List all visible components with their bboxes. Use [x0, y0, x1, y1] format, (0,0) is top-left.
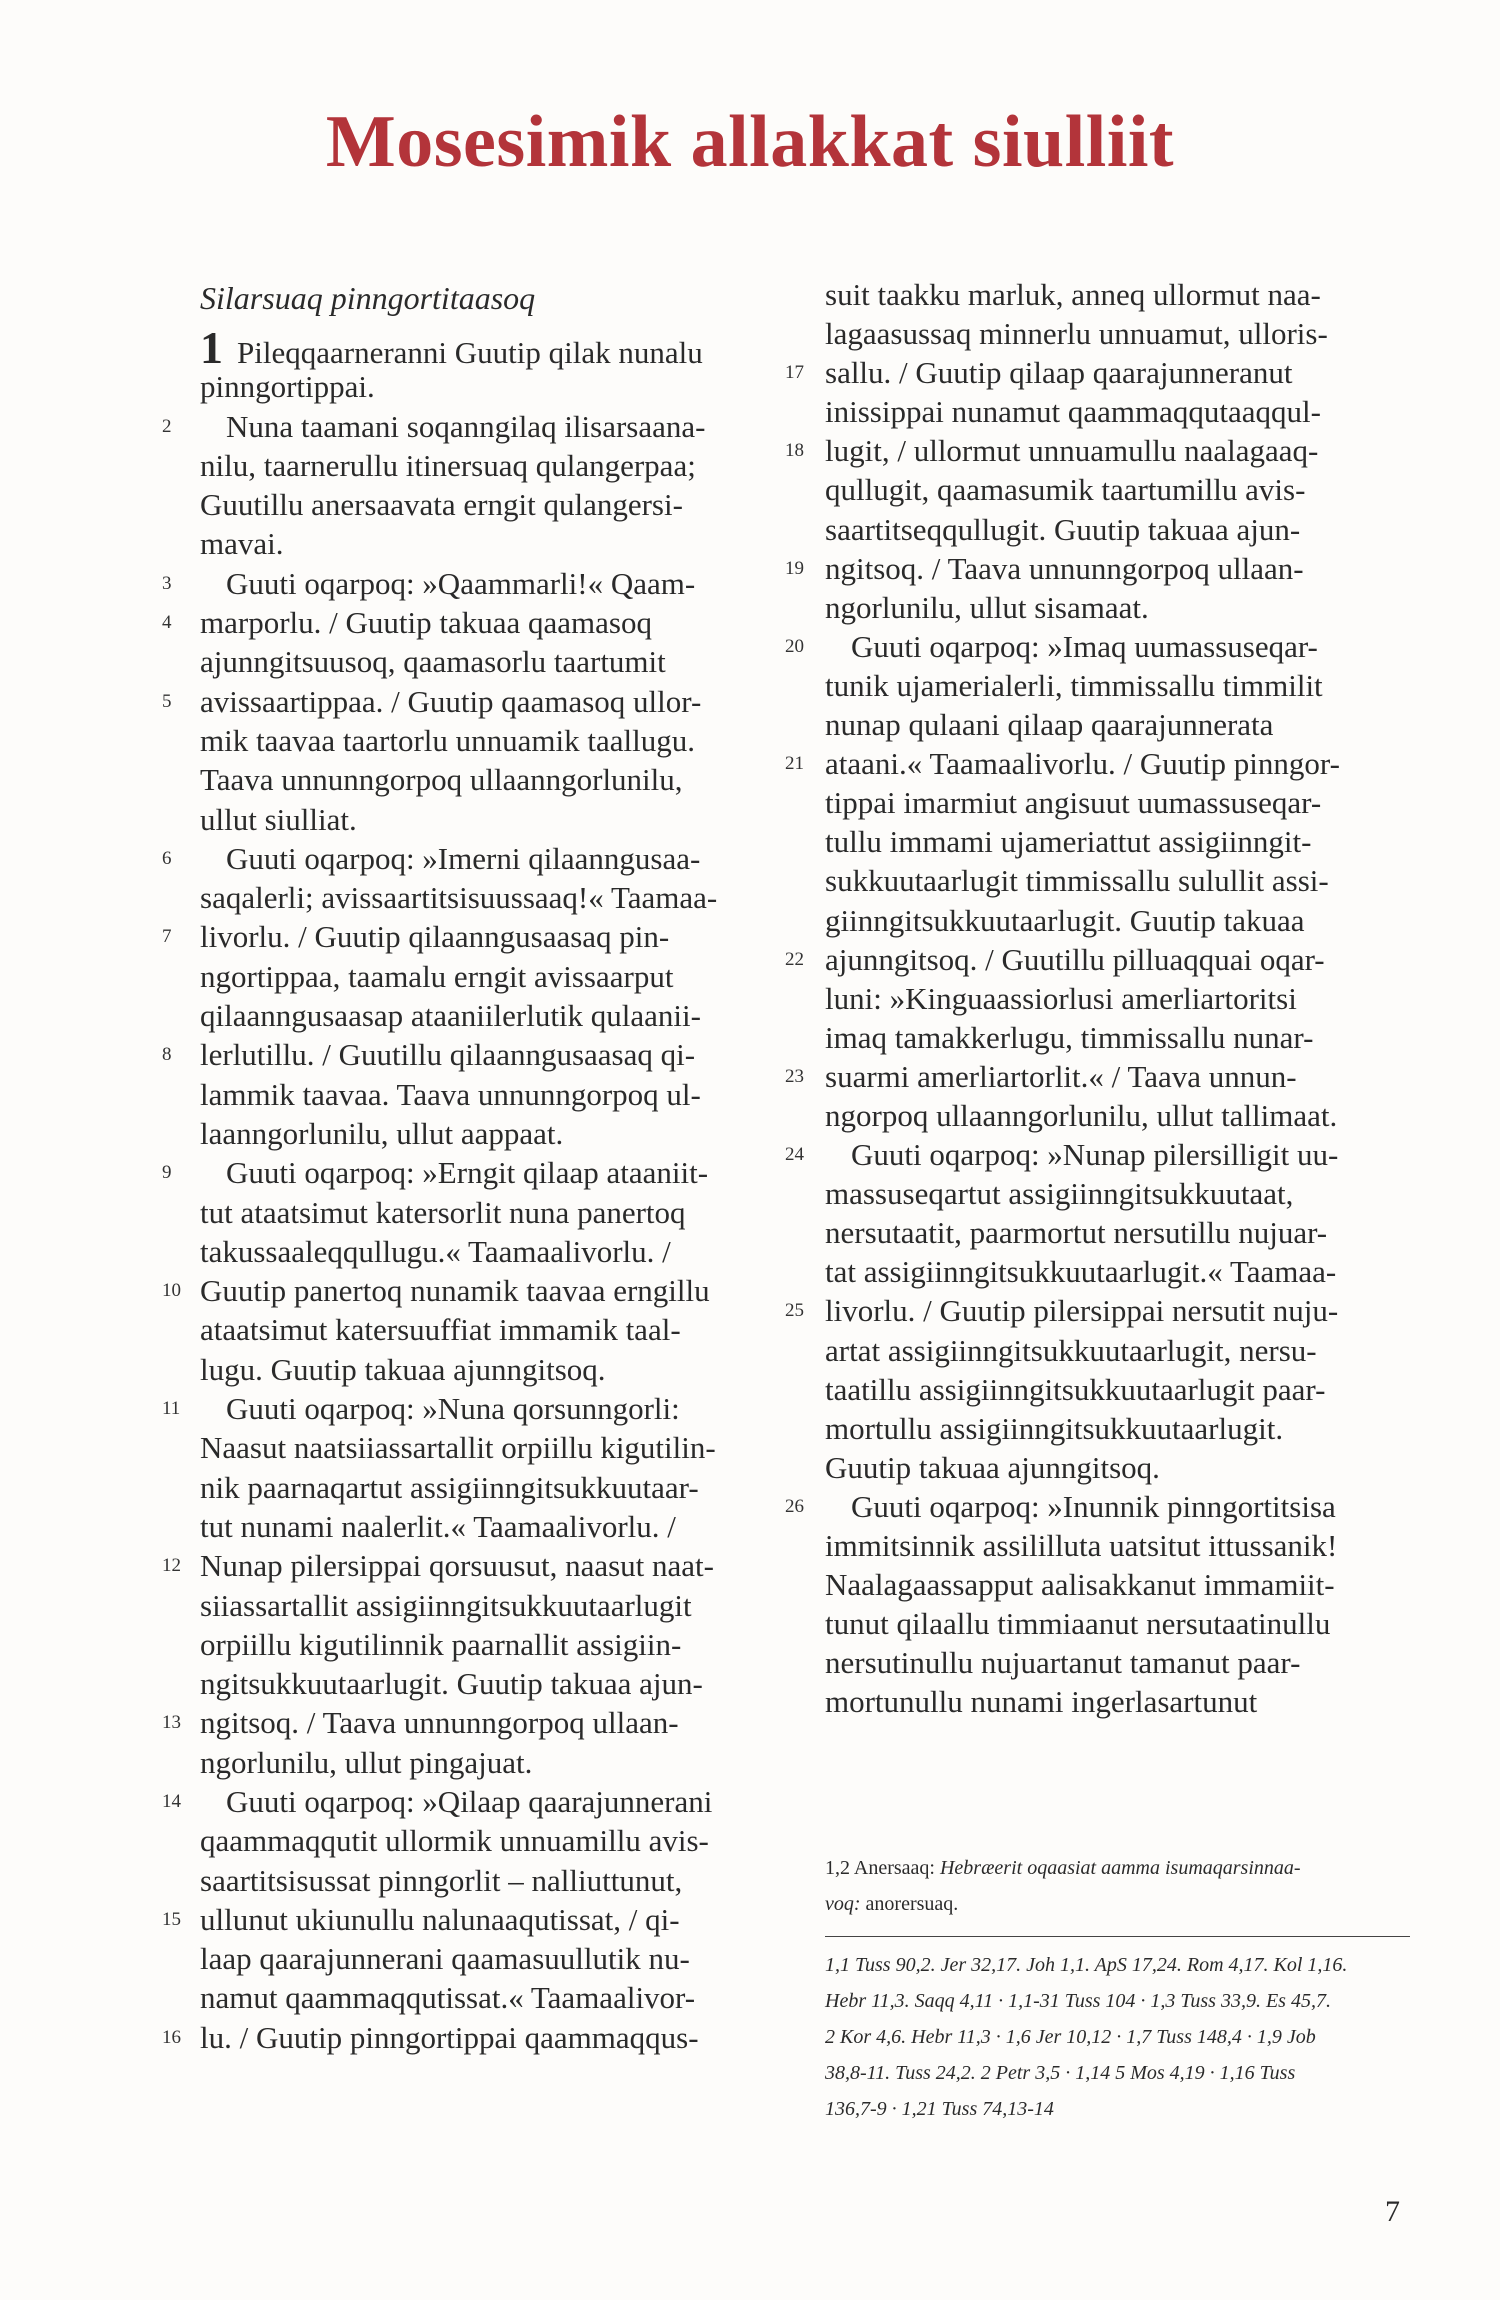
- verse-line: [825, 1213, 1417, 1252]
- verse-text: lerlutillu. / Guutillu qilaanngusaasaq qi-: [200, 1037, 696, 1073]
- verse-text: giinngitsukkuutaarlugit. Guutip takuaa: [825, 902, 1305, 938]
- verse-line: [162, 1546, 792, 1585]
- verse-line: [825, 1565, 1417, 1604]
- verse-text: tunik ujamerialerli, timmissallu timmilit: [825, 667, 1323, 703]
- verse-text: sallu. / Guutip qilaap qaarajunneranut: [825, 355, 1293, 391]
- verse-text: Guuti oqarpoq: »Imerni qilaanngusaa-: [226, 840, 701, 876]
- footnote-divider: [825, 1936, 1410, 1937]
- verse-line: [162, 839, 792, 878]
- verse-text: lu. / Guutip pinngortippai qaammaqqus-: [200, 2019, 699, 2055]
- verse-line: [785, 431, 1417, 470]
- verse-line: [200, 721, 792, 760]
- verse-number: 21: [785, 753, 804, 775]
- verse-number: 13: [162, 1712, 181, 1734]
- verse-number: 7: [162, 926, 172, 948]
- verse-text: tunut qilaallu timmiaanut nersutaatinullu: [825, 1606, 1331, 1642]
- verse-number: 23: [785, 1065, 804, 1087]
- verse-number: 6: [162, 847, 172, 869]
- verse-text: takussaaleqqullugu.« Taamaalivorlu. /: [200, 1233, 671, 1269]
- verse-text: saartitsisussat pinngorlit – nalliuttunut,: [200, 1862, 683, 1898]
- verse-text: qaammaqqutit ullormik unnuamillu avis-: [200, 1823, 709, 1859]
- verse-number: 20: [785, 635, 804, 657]
- verse-text: mik taavaa taartorlu unnuamik taallugu.: [200, 722, 695, 758]
- verse-line: [825, 1174, 1417, 1213]
- verse-text: ngitsukkuutaarlugit. Guutip takuaa ajun-: [200, 1666, 703, 1702]
- left-column: [162, 268, 792, 2057]
- verse-text: Guuti oqarpoq: »Inunnik pinngortitsisa: [851, 1488, 1336, 1524]
- verse-text: lugu. Guutip takuaa ajunngitsoq.: [200, 1351, 606, 1387]
- verse-line: [825, 901, 1417, 940]
- verse-line: [785, 744, 1417, 783]
- verse-text: tut ataatsimut katersorlit nuna panertoq: [200, 1194, 686, 1230]
- verse-line: [162, 1153, 792, 1192]
- verse-line: [200, 1664, 792, 1703]
- verse-text: lugit, / ullormut unnuamullu naalagaaq-: [825, 433, 1319, 469]
- verse-line: [200, 322, 792, 373]
- verse-text: massuseqartut assigiinngitsukkuutaat,: [825, 1176, 1294, 1212]
- verse-line: [162, 603, 792, 642]
- verse-number: 2: [162, 415, 172, 437]
- verse-line: [825, 666, 1417, 705]
- cross-reference-line: 38,8-11. Tuss 24,2. 2 Petr 3,5 · 1,14 5 Mos 4,19 · 1,16 Tuss: [825, 2062, 1296, 2084]
- verse-number: 22: [785, 948, 804, 970]
- verse-line: [785, 1487, 1417, 1526]
- right-verse-lines: [785, 275, 1417, 1721]
- verse-text: saqalerli; avissaartitsisuussaaq!« Taamaa-: [200, 880, 718, 916]
- verse-text: ngorlunilu, ullut pingajuat.: [200, 1744, 533, 1780]
- verse-number: 19: [785, 557, 804, 579]
- verse-line: [200, 1939, 792, 1978]
- left-verse-lines: [162, 322, 792, 2057]
- verse-text: qullugit, qaamasumik taartumillu avis-: [825, 472, 1306, 508]
- verse-text: orpiillu kigutilinnik paarnallit assigiin-: [200, 1626, 682, 1662]
- right-column: [785, 275, 1417, 1721]
- verse-line: [825, 1448, 1417, 1487]
- verse-line: [200, 996, 792, 1035]
- verse-text: lammik taavaa. Taava unnunngorpoq ul-: [200, 1076, 701, 1112]
- verse-line: [785, 353, 1417, 392]
- verse-number: 5: [162, 690, 172, 712]
- verse-line: [200, 1114, 792, 1153]
- cross-references: [825, 1947, 1410, 2127]
- verse-text: ngortippaa, taamalu erngit avissaarput: [200, 958, 674, 994]
- verse-line: [825, 1370, 1417, 1409]
- verse-text: Guutip takuaa ajunngitsoq.: [825, 1449, 1160, 1485]
- footnote: [825, 1850, 1410, 1886]
- verse-text: inissippai nunamut qaammaqqutaaqqul-: [825, 394, 1321, 430]
- verse-text: saartitseqqullugit. Guutip takuaa ajun-: [825, 511, 1301, 547]
- verse-line: [825, 1409, 1417, 1448]
- verse-line: [162, 1703, 792, 1742]
- verse-line: [825, 510, 1417, 549]
- verse-text: ataani.« Taamaalivorlu. / Guutip pinngor-: [825, 746, 1340, 782]
- verse-number: 12: [162, 1555, 181, 1577]
- verse-text: Guuti oqarpoq: »Nunap pilersilligit uu-: [851, 1137, 1339, 1173]
- footnotes: [825, 1850, 1410, 2127]
- verse-line: [162, 564, 792, 603]
- verse-line: [825, 392, 1417, 431]
- verse-text: tippai imarmiut angisuut uumassuseqar-: [825, 785, 1322, 821]
- verse-text: Naasut naatsiiassartallit orpiillu kigutilin-: [200, 1430, 716, 1466]
- verse-number: 15: [162, 1908, 181, 1930]
- verse-text: Guutillu anersaavata erngit qulangersi-: [200, 487, 683, 523]
- verse-number: 9: [162, 1162, 172, 1184]
- verse-number: 25: [785, 1300, 804, 1322]
- cross-reference-line: 1,1 Tuss 90,2. Jer 32,17. Joh 1,1. ApS 17,24. Rom 4,17. Kol 1,16.: [825, 1954, 1348, 1976]
- verse-text: Guuti oqarpoq: »Qilaap qaarajunnerani: [226, 1783, 713, 1819]
- verse-number: 16: [162, 2026, 181, 2048]
- verse-line: [825, 1643, 1417, 1682]
- verse-text: imaq tamakkerlugu, timmissallu nunar-: [825, 1019, 1314, 1055]
- verse-text: nik paarnaqartut assigiinngitsukkuutaar-: [200, 1469, 699, 1505]
- verse-number: 8: [162, 1044, 172, 1066]
- verse-text: Guuti oqarpoq: »Erngit qilaap ataaniit-: [226, 1155, 709, 1191]
- verse-number: 17: [785, 362, 804, 384]
- verse-text: pinngortippai.: [200, 369, 375, 405]
- verse-line: [200, 1193, 792, 1232]
- verse-text: sukkuutaarlugit timmissallu sulullit assi-: [825, 863, 1329, 899]
- verse-text: Nunap pilersippai qorsuusut, naasut naat-: [200, 1548, 714, 1584]
- verse-line: [162, 1389, 792, 1428]
- verse-line: [200, 760, 792, 799]
- verse-line: [825, 822, 1417, 861]
- verse-text: siiassartallit assigiinngitsukkuutaarlugit: [200, 1587, 692, 1623]
- verse-text: nersutinullu nujuartanut tamanut paar-: [825, 1645, 1301, 1681]
- verse-line: [200, 957, 792, 996]
- verse-line: [200, 642, 792, 681]
- verse-line: [162, 407, 792, 446]
- verse-text: ullut siulliat.: [200, 801, 357, 837]
- verse-text: tat assigiinngitsukkuutaarlugit.« Taamaa-: [825, 1254, 1337, 1290]
- page-title: Mosesimik allakkat siulliit: [325, 101, 1175, 183]
- verse-text: ngorpoq ullaanngorlunilu, ullut tallimaat.: [825, 1097, 1338, 1133]
- verse-text: ajunngitsuusoq, qaamasorlu taartumit: [200, 644, 666, 680]
- verse-text: suarmi amerliartorlit.« / Taava unnun-: [825, 1058, 1297, 1094]
- verse-text: ataatsimut katersuuffiat immamik taal-: [200, 1312, 681, 1348]
- verse-text: ngorlunilu, ullut sisamaat.: [825, 589, 1149, 625]
- verse-text: laap qaarajunnerani qaamasuullutik nu-: [200, 1941, 690, 1977]
- verse-line: [162, 917, 792, 956]
- verse-text: nunap qulaani qilaap qaarajunnerata: [825, 707, 1274, 743]
- verse-line: [200, 1428, 792, 1467]
- verse-line: [200, 367, 792, 406]
- verse-text: nersutaatit, paarmortut nersutillu nujuar-: [825, 1215, 1328, 1251]
- verse-line: [200, 800, 792, 839]
- verse-line: [785, 627, 1417, 666]
- verse-text: Nuna taamani soqanngilaq ilisarsaana-: [226, 408, 706, 444]
- verse-line: [825, 1682, 1417, 1721]
- verse-text: tullu immami ujameriattut assigiinngit-: [825, 824, 1312, 860]
- verse-line: [200, 524, 792, 563]
- chapter-number: 1: [200, 322, 223, 373]
- verse-line: [200, 878, 792, 917]
- verse-text: suit taakku marluk, anneq ullormut naa-: [825, 277, 1321, 312]
- verse-text: tut nunami naalerlit.« Taamaalivorlu. /: [200, 1508, 676, 1544]
- verse-text: livorlu. / Guutip qilaanngusaasaq pin-: [200, 919, 670, 955]
- verse-text: ajunngitsoq. / Guutillu pilluaqquai oqar-: [825, 941, 1325, 977]
- verse-text: ngitsoq. / Taava unnunngorpoq ullaan-: [825, 550, 1304, 586]
- verse-line: [162, 682, 792, 721]
- verse-line: [825, 979, 1417, 1018]
- cross-reference-line: Hebr 11,3. Saqq 4,11 · 1,1-31 Tuss 104 · 1,3 Tuss 33,9. Es 45,7.: [825, 1990, 1331, 2012]
- verse-text: ngitsoq. / Taava unnunngorpoq ullaan-: [200, 1705, 679, 1741]
- page-number: 7: [1385, 2195, 1400, 2228]
- verse-text: qilaanngusaasap ataaniilerlutik qulaanii-: [200, 998, 701, 1034]
- verse-number: 11: [162, 1398, 181, 1420]
- verse-text: Taava unnunngorpoq ullaanngorlunilu,: [200, 762, 683, 798]
- verse-line: [825, 1604, 1417, 1643]
- footnote-tail: anorersuaq.: [865, 1893, 959, 1915]
- verse-number: 3: [162, 572, 172, 594]
- verse-text: nilu, taarnerullu itinersuaq qulangerpaa;: [200, 447, 696, 483]
- verse-text: Guuti oqarpoq: »Qaammarli!« Qaam-: [226, 565, 696, 601]
- verse-text: mortullu assigiinngitsukkuutaarlugit.: [825, 1410, 1284, 1446]
- verse-line: [162, 2018, 792, 2057]
- verse-text: marporlu. / Guutip takuaa qaamasoq: [200, 605, 652, 641]
- verse-text: namut qaammaqqutissat.« Taamaalivor-: [200, 1980, 696, 2016]
- verse-text: immitsinnik assililluta uatsitut ittussanik!: [825, 1528, 1338, 1563]
- verse-text: laanngorlunilu, ullut aappaat.: [200, 1115, 564, 1151]
- verse-text: Guutip panertoq nunamik taavaa erngillu: [200, 1273, 710, 1309]
- cross-reference-line: 136,7-9 · 1,21 Tuss 74,13-14: [825, 2098, 1054, 2120]
- verse-text: taatillu assigiinngitsukkuutaarlugit paar-: [825, 1371, 1326, 1407]
- verse-line: [825, 783, 1417, 822]
- verse-line: [825, 861, 1417, 900]
- verse-line: [825, 705, 1417, 744]
- verse-text: Naalagaassapput aalisakkanut immamiit-: [825, 1567, 1335, 1603]
- verse-line: [200, 446, 792, 485]
- verse-number: 10: [162, 1280, 181, 1302]
- verse-line: [825, 588, 1417, 627]
- verse-line: [825, 1331, 1417, 1370]
- verse-line: [200, 1743, 792, 1782]
- verse-line: [200, 1075, 792, 1114]
- verse-text: mavai.: [200, 526, 284, 562]
- section-heading: Silarsuaq pinngortitaasoq: [200, 280, 536, 316]
- verse-text: Pileqqaarneranni Guutip qilak nunalu: [237, 335, 703, 370]
- verse-line: [825, 1252, 1417, 1291]
- verse-text: artat assigiinngitsukkuutaarlugit, nersu-: [825, 1332, 1317, 1368]
- verse-number: 14: [162, 1790, 181, 1812]
- verse-line: [162, 1900, 792, 1939]
- verse-line: [825, 275, 1417, 314]
- verse-line: [785, 1291, 1417, 1330]
- verse-text: Guuti oqarpoq: »Nuna qorsunngorli:: [226, 1391, 680, 1427]
- verse-line: [200, 1232, 792, 1271]
- verse-line: [825, 470, 1417, 509]
- verse-line: [162, 1271, 792, 1310]
- verse-line: [162, 1782, 792, 1821]
- verse-line: [200, 1625, 792, 1664]
- footnote-italic-2: voq:: [825, 1893, 861, 1915]
- verse-line: [200, 1861, 792, 1900]
- verse-line: [162, 1035, 792, 1074]
- verse-line: [785, 549, 1417, 588]
- verse-number: 4: [162, 612, 172, 634]
- verse-line: [200, 1507, 792, 1546]
- verse-line: [825, 1018, 1417, 1057]
- footnote-italic-1: Hebræerit oqaasiat aamma isumaqarsinnaa-: [939, 1857, 1301, 1879]
- verse-line: [825, 1096, 1417, 1135]
- verse-line: [200, 1310, 792, 1349]
- verse-line: [200, 485, 792, 524]
- verse-text: Guuti oqarpoq: »Imaq uumassuseqar-: [851, 628, 1318, 664]
- verse-line: [200, 1821, 792, 1860]
- cross-reference-line: 2 Kor 4,6. Hebr 11,3 · 1,6 Jer 10,12 · 1,7 Tuss 148,4 · 1,9 Job: [825, 2026, 1316, 2048]
- verse-line: [825, 314, 1417, 353]
- verse-line: [785, 940, 1417, 979]
- footnote-continued: [825, 1886, 1410, 1922]
- verse-text: avissaartippaa. / Guutip qaamasoq ullor-: [200, 683, 702, 719]
- verse-line: [785, 1057, 1417, 1096]
- footnote-ref: 1,2: [825, 1857, 850, 1879]
- verse-text: livorlu. / Guutip pilersippai nersutit nuju-: [825, 1293, 1339, 1329]
- verse-text: luni: »Kinguaassiorlusi amerliartoritsi: [825, 980, 1297, 1016]
- verse-text: lagaasussaq minnerlu unnuamut, ulloris-: [825, 316, 1328, 352]
- verse-line: [200, 1586, 792, 1625]
- verse-text: mortunullu nunami ingerlasartunut: [825, 1684, 1258, 1720]
- verse-line: [825, 1526, 1417, 1565]
- verse-line: [200, 1978, 792, 2017]
- verse-text: ullunut ukiunullu nalunaaqutissat, / qi-: [200, 1901, 680, 1937]
- verse-line: [200, 1468, 792, 1507]
- verse-number: 24: [785, 1144, 804, 1166]
- verse-line: [785, 1135, 1417, 1174]
- verse-number: 18: [785, 440, 804, 462]
- verse-line: [200, 1350, 792, 1389]
- footnote-label: Anersaaq:: [853, 1857, 935, 1879]
- verse-number: 26: [785, 1495, 804, 1517]
